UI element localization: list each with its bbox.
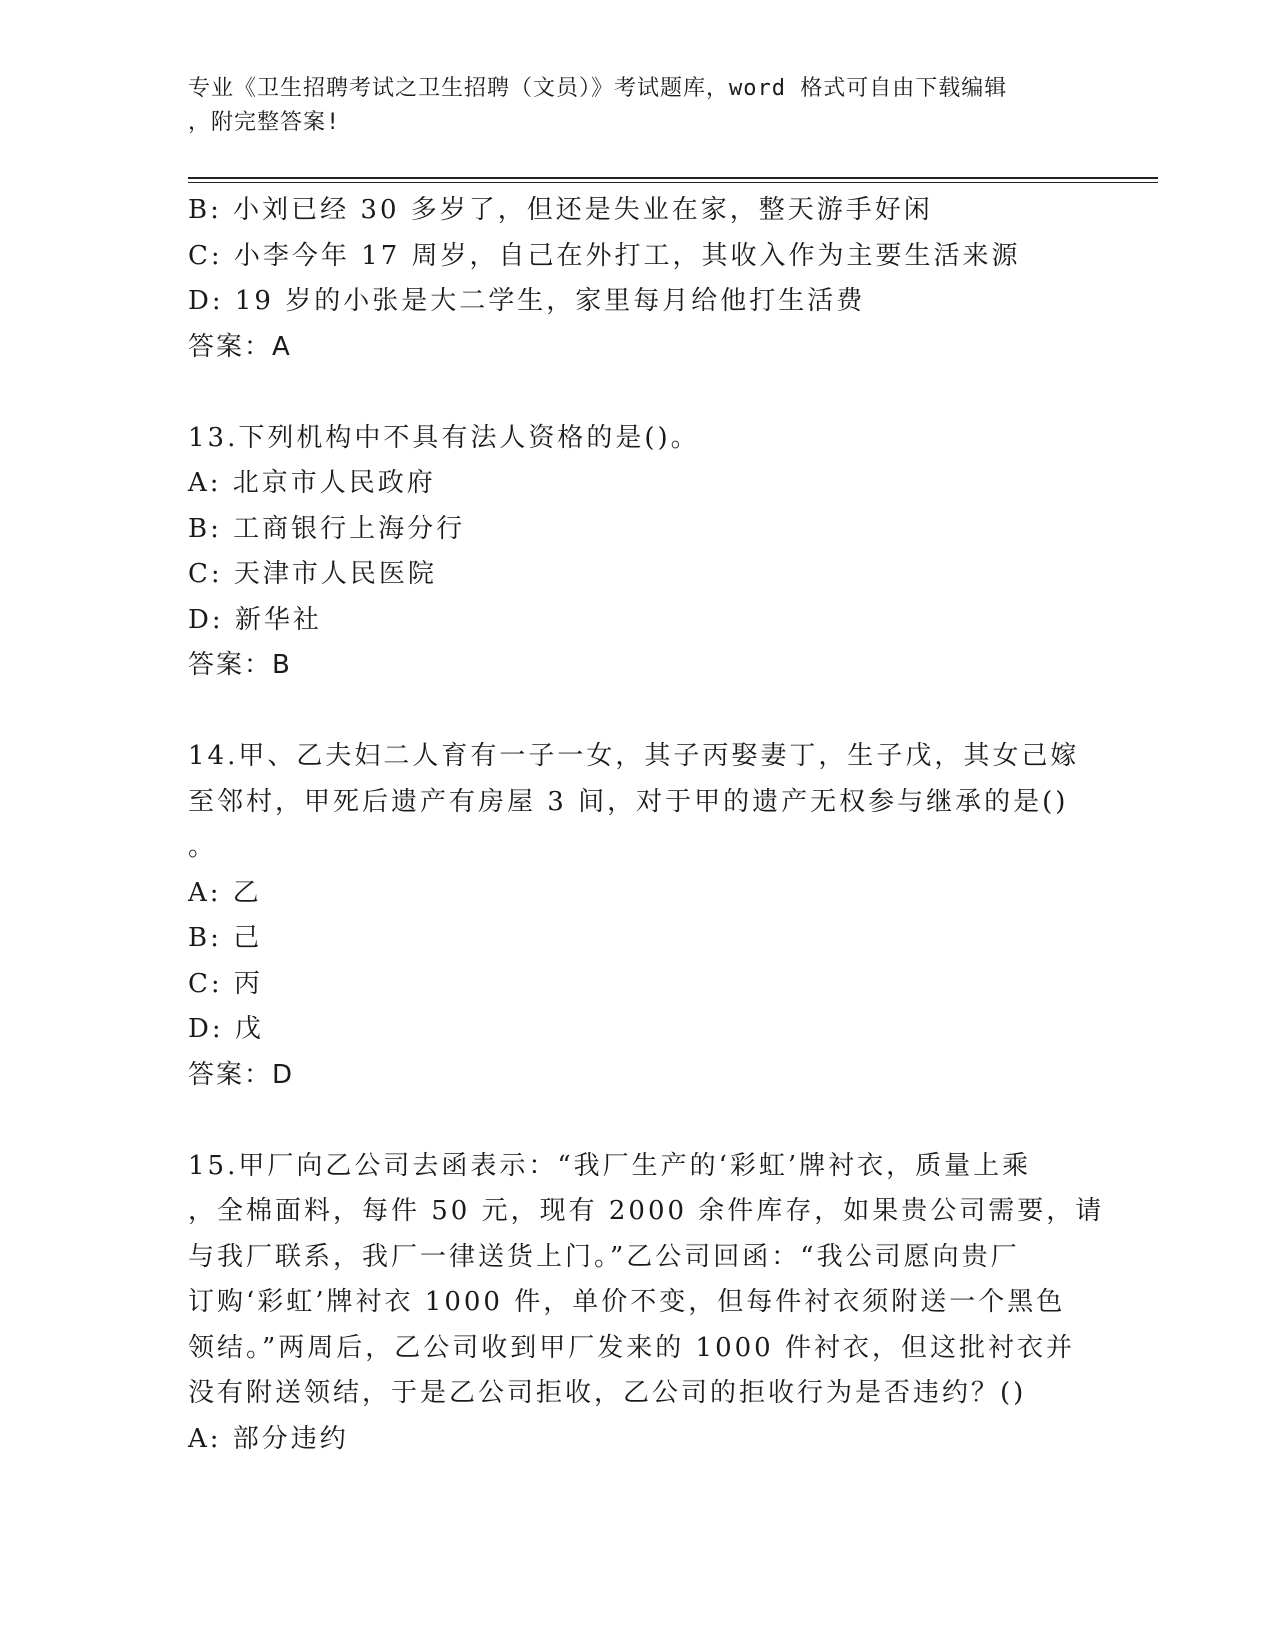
question-15-text-line-5: 领结。”两周后，乙公司收到甲厂发来的 1000 件衬衣，但这批衬衣并 bbox=[188, 1332, 1075, 1363]
question-14-text-line-2: 至邻村，甲死后遗产有房屋 3 间，对于甲的遗产无权参与继承的是() bbox=[188, 786, 1069, 817]
question-15-text-line-1: 15.甲厂向乙公司去函表示：“我厂生产的‘彩虹’牌衬衣，质量上乘 bbox=[188, 1150, 1032, 1181]
question-15-text-line-2: ，全棉面料，每件 50 元，现有 2000 余件库存，如果贵公司需要，请 bbox=[188, 1196, 1105, 1226]
header-rule-thin bbox=[188, 182, 1158, 183]
header-line-1: 专业《卫生招聘考试之卫生招聘（文员）》考试题库，word 格式可自由下载编辑 bbox=[188, 76, 1008, 101]
option-d: D: 新华社 bbox=[188, 604, 322, 635]
option-b: B: 小刘已经 30 多岁了，但还是失业在家，整天游手好闲 bbox=[188, 195, 933, 225]
question-15-text-line-6: 没有附送领结，于是乙公司拒收，乙公司的拒收行为是否违约？() bbox=[188, 1378, 1027, 1408]
option-d: D: 19 岁的小张是大二学生，家里每月给他打生活费 bbox=[188, 286, 866, 316]
answer-line: 答案：D bbox=[188, 1059, 295, 1090]
option-d: D: 戊 bbox=[188, 1014, 264, 1044]
question-15-text-line-4: 订购‘彩虹’牌衬衣 1000 件，单价不变，但每件衬衣须附送一个黑色 bbox=[188, 1287, 1066, 1317]
question-14-text-line-1: 14.甲、乙夫妇二人育有一子一女，其子丙娶妻丁，生子戊，其女己嫁 bbox=[188, 741, 1080, 771]
option-a: A: 部分违约 bbox=[188, 1423, 349, 1454]
header-rule-thick bbox=[188, 177, 1158, 179]
option-a: A: 乙 bbox=[188, 877, 262, 908]
option-b: B: 己 bbox=[188, 923, 263, 953]
question-15-text-line-3: 与我厂联系，我厂一律送货上门。”乙公司回函：“我公司愿向贵厂 bbox=[188, 1241, 1020, 1272]
answer-line: 答案：B bbox=[188, 650, 292, 680]
question-13-text: 13.下列机构中不具有法人资格的是()。 bbox=[188, 422, 700, 453]
option-b: B: 工商银行上海分行 bbox=[188, 513, 466, 544]
header-line-2: ，附完整答案! bbox=[188, 110, 341, 135]
document-body bbox=[188, 188, 1188, 1462]
option-c: C: 丙 bbox=[188, 968, 263, 999]
option-c: C: 天津市人民医院 bbox=[188, 559, 437, 589]
option-a: A: 北京市人民政府 bbox=[188, 468, 436, 498]
question-14-text-line-3: 。 bbox=[188, 832, 218, 862]
document-header bbox=[188, 72, 1088, 140]
answer-line: 答案：A bbox=[188, 331, 292, 362]
option-c: C: 小李今年 17 周岁，自己在外打工，其收入作为主要生活来源 bbox=[188, 240, 1021, 271]
